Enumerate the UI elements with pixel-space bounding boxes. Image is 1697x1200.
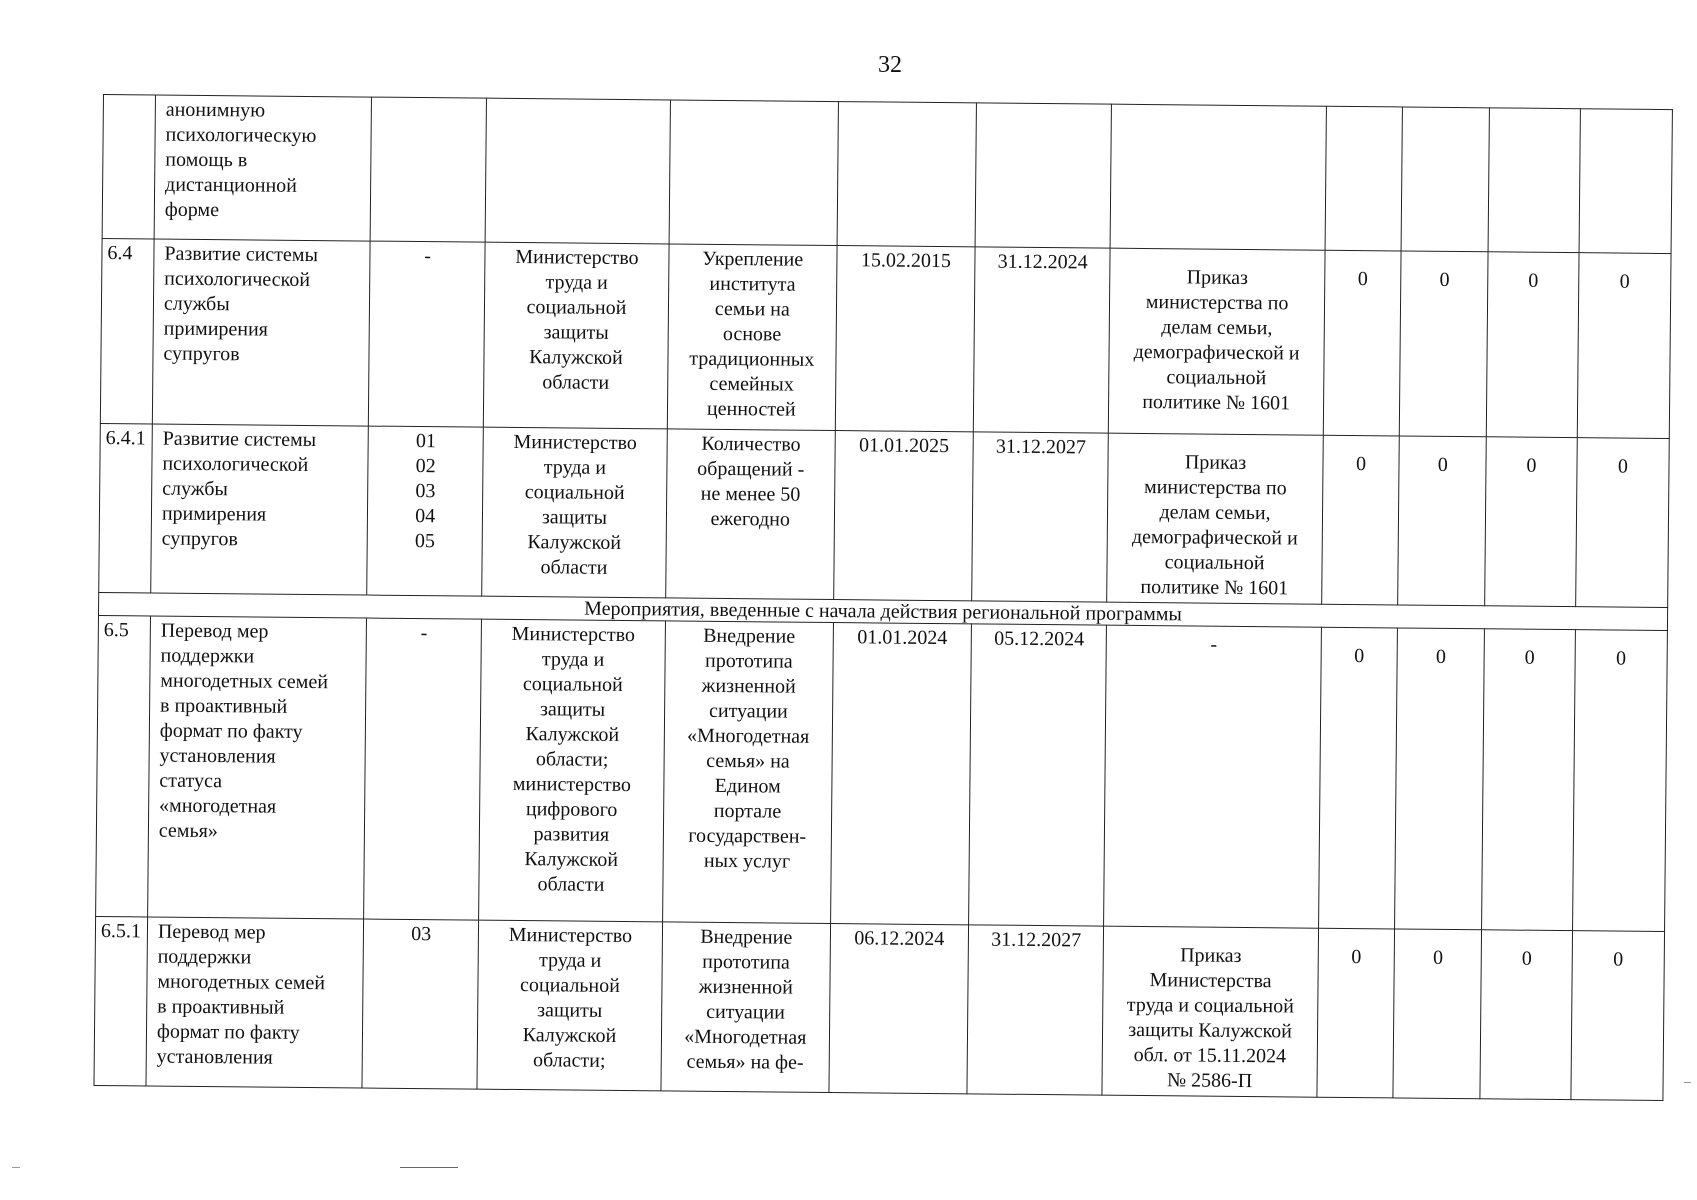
legal-document: Приказ Министерства труда и социальной защиты Калужской обл. от 15.11.2024 № 2586-П — [1102, 926, 1318, 1097]
expected-result — [669, 100, 838, 246]
expected-result: Внедрение прототипа жизненной ситуации «Многодетная семья» на Едином портале государствен- ных услуг — [663, 621, 834, 924]
funding-value: 0 — [1480, 930, 1573, 1100]
task-codes: - — [369, 241, 485, 427]
funding-value — [1325, 106, 1403, 251]
scan-mark — [12, 1167, 20, 1168]
table-row — [100, 238, 1671, 438]
funding-value: 0 — [1398, 436, 1486, 606]
row-number: 6.5.1 — [94, 916, 148, 1085]
start-date: 01.01.2025 — [833, 431, 973, 601]
measure-name: Развитие системы психологической службы примирения супругов — [151, 424, 369, 595]
executor: Министерство труда и социальной защиты Калужской области; министерство цифрового развития Калужской области — [479, 619, 666, 922]
funding-value: 0 — [1393, 929, 1481, 1099]
executor: Министерство труда и социальной защиты Калужской области — [483, 242, 669, 429]
scan-mark — [400, 1167, 458, 1168]
legal-document — [1111, 104, 1327, 250]
program-measures-table — [93, 94, 1672, 1101]
start-date: 01.01.2024 — [830, 623, 971, 925]
funding-value: 0 — [1572, 630, 1667, 932]
table-row — [96, 615, 1668, 931]
funding-value: 0 — [1577, 253, 1671, 439]
funding-value — [1488, 108, 1580, 253]
scan-mark — [1684, 1082, 1691, 1083]
executor: Министерство труда и социальной защиты Калужской области; — [477, 920, 663, 1091]
funding-value: 0 — [1400, 251, 1488, 437]
table-row — [94, 916, 1665, 1100]
measure-name: анонимную психологическую помощь в дистанционной форме — [154, 95, 372, 241]
funding-value: 0 — [1482, 629, 1576, 931]
measure-name: Перевод мер поддержки многодетных семей в проактивный формат по факту установления — [146, 917, 364, 1088]
funding-value: 0 — [1576, 438, 1670, 608]
start-date: 06.12.2024 — [829, 924, 969, 1094]
funding-value: 0 — [1321, 435, 1399, 605]
task-codes: - — [364, 618, 482, 920]
task-codes: 03 — [362, 919, 478, 1089]
task-codes: 01 02 03 04 05 — [367, 426, 483, 596]
section-heading: Мероприятия, введенные с начала действия региональной программы — [98, 592, 1667, 630]
expected-result: Количество обращений - не менее 50 ежегодно — [666, 429, 835, 600]
funding-value: 0 — [1323, 250, 1402, 436]
measure-name: Развитие системы психологической службы примирения супругов — [152, 239, 370, 426]
row-number: 6.4 — [100, 238, 154, 423]
end-date: 05.12.2024 — [969, 624, 1107, 926]
funding-value — [1402, 107, 1490, 252]
measure-name: Перевод мер поддержки многодетных семей в проактивный формат по факту установления статуса «многодетная семья» — [148, 616, 367, 919]
start-date — [837, 102, 977, 247]
funding-value: 0 — [1318, 627, 1398, 929]
end-date — [975, 103, 1112, 248]
table-row — [102, 95, 1672, 254]
row-number: 6.4.1 — [99, 423, 153, 592]
end-date: 31.12.2024 — [973, 247, 1110, 433]
task-codes — [370, 97, 486, 242]
executor: Министерство труда и социальной защиты Калужской области — [482, 427, 668, 598]
funding-value: 0 — [1571, 931, 1665, 1101]
row-number — [102, 95, 155, 239]
expected-result: Укрепление института семьи на основе традиционных семейных ценностей — [667, 244, 836, 431]
funding-value: 0 — [1317, 928, 1395, 1098]
funding-value: 0 — [1485, 437, 1578, 607]
expected-result: Внедрение прототипа жизненной ситуации «Многодетная семья» на фе- — [661, 922, 830, 1093]
funding-value: 0 — [1486, 252, 1579, 438]
funding-value: 0 — [1395, 628, 1484, 930]
funding-value — [1579, 109, 1672, 254]
page-number: 32 — [878, 52, 902, 78]
row-number: 6.5 — [96, 615, 151, 916]
legal-document: Приказ министерства по делам семьи, демографической и социальной политике № 1601 — [1109, 248, 1325, 435]
legal-document: - — [1104, 625, 1321, 928]
start-date: 15.02.2015 — [835, 246, 975, 432]
executor — [485, 98, 670, 244]
document-table-wrapper — [93, 94, 1672, 1101]
end-date: 31.12.2027 — [972, 432, 1109, 602]
table-row — [99, 423, 1670, 607]
end-date: 31.12.2027 — [967, 925, 1104, 1095]
legal-document: Приказ министерства по делам семьи, демографической и социальной политике № 1601 — [1107, 433, 1323, 604]
